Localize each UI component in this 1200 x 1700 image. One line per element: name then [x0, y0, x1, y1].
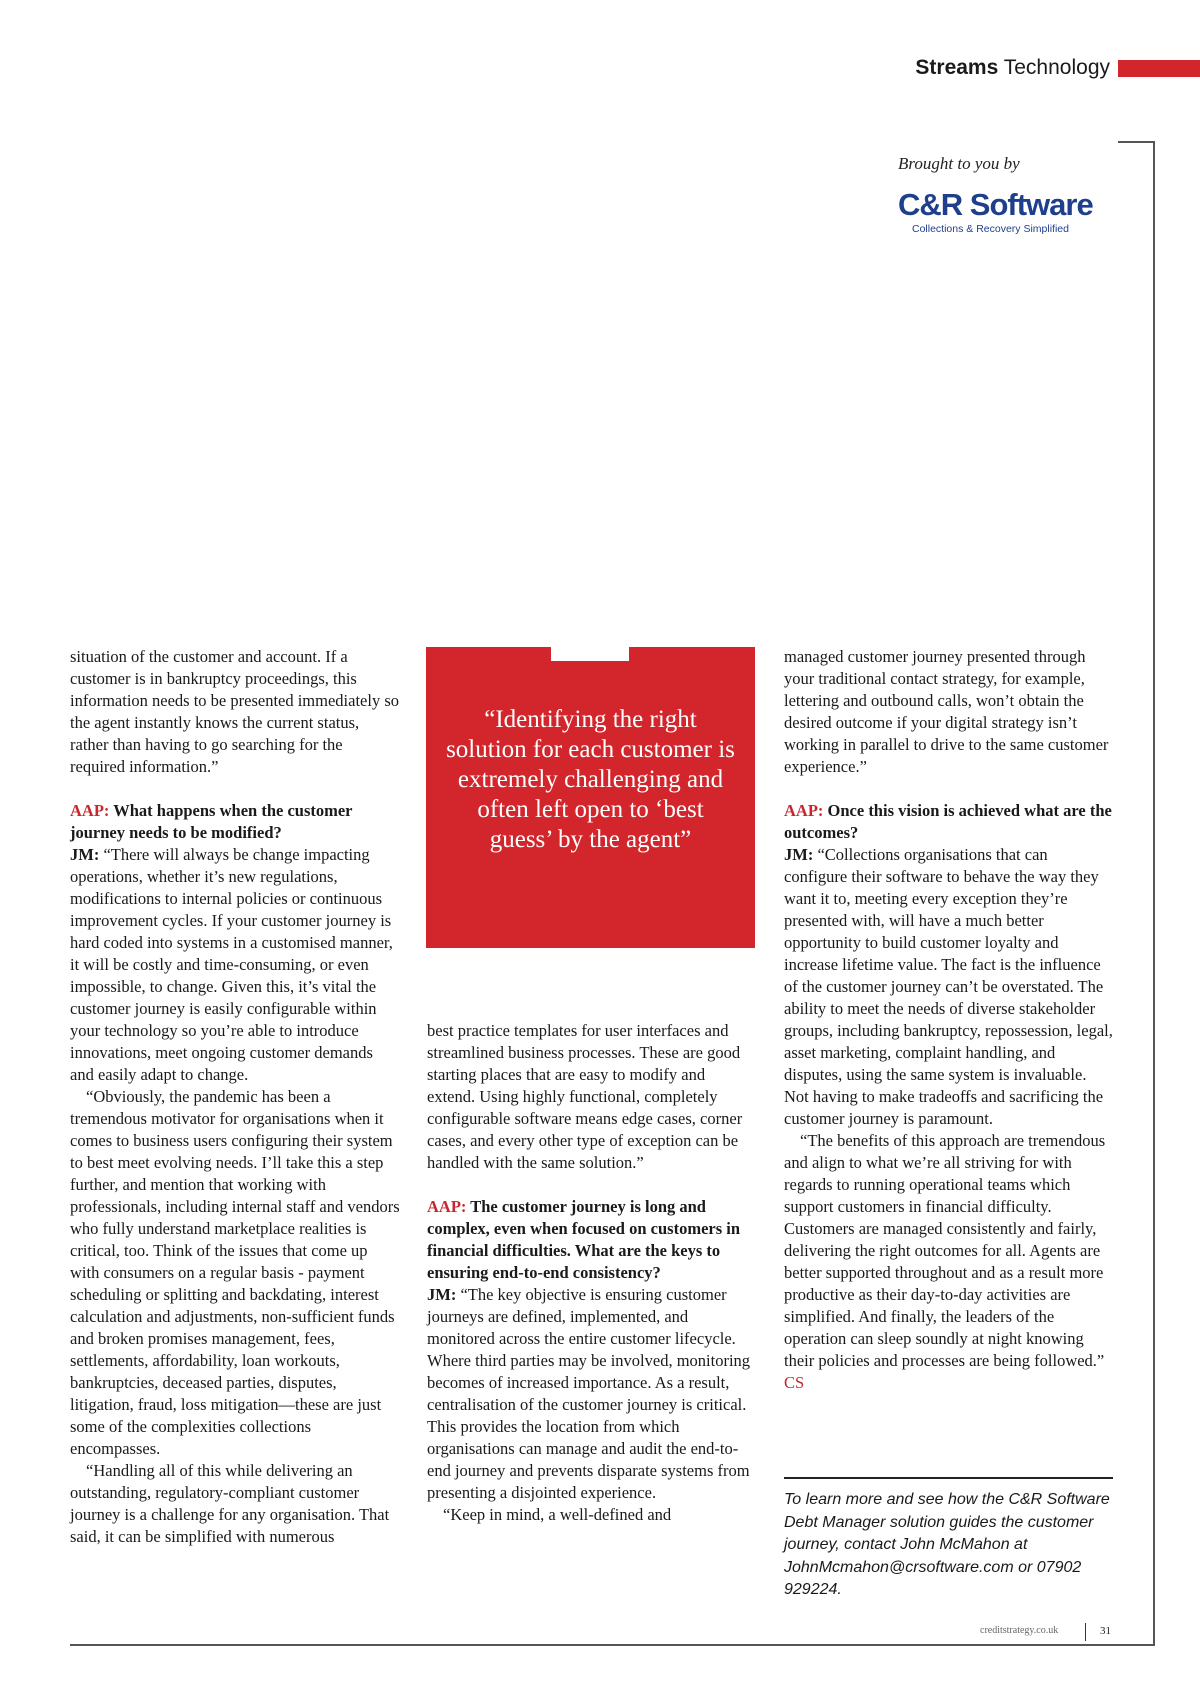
- answer: [70, 844, 400, 1086]
- paragraph: “Keep in mind, a well-defined and: [443, 1505, 672, 1524]
- paragraph: situation of the customer and account. If a customer is in bankruptcy proceedings, this information needs to be presented immediately so the agent instantly knows the current status, rather than having to go searching for the required information.”: [70, 647, 399, 776]
- footer-note: To learn more and see how the C&R Software Debt Manager solution guides the customer journey, contact John McMahon at JohnMcmahon@crsoftware.com or 07902 929224.: [784, 1491, 1110, 1598]
- section-title-rest: Technology: [998, 56, 1110, 79]
- pull-quote-box: [426, 647, 755, 948]
- answer-tag: JM:: [784, 845, 814, 864]
- section-header: [915, 54, 1200, 82]
- section-title-bold: Streams: [915, 56, 999, 79]
- paragraph: best practice templates for user interfaces and streamlined business processes. These are good starting places that are easy to modify and extend. Using highly functional, completely configurable software means edge cases, corner cases, and every other type of exception can be handled with the same solution.”: [427, 1021, 743, 1172]
- answer-tag: JM:: [427, 1285, 457, 1304]
- paragraph: [784, 1130, 1114, 1394]
- paragraph: managed customer journey presented through your traditional contact strategy, for example, lettering and outbound calls, won’t obtain the desired outcome if your digital strategy isn’t working in parallel to drive to the same customer experience.”: [784, 647, 1109, 776]
- paragraph: “Obviously, the pandemic has been a tremendous motivator for organisations when it comes to business users configuring their system to best meet evolving needs. I’ll take this a step further, and mention that working with professionals, including internal staff and vendors who fully understand marketplace realities is critical, too. Think of the issues that come up with consumers on a regular basis - payment scheduling or splitting and backdating, interest calculation and adjustments, non-sufficient funds and broken promises management, fees, settlements, affordability, loan workouts, bankruptcies, deceased parties, disputes, litigation, fraud, loss mitigation—these are just some of the complexities collections encompasses.: [70, 1087, 400, 1458]
- end-mark: CS: [784, 1373, 805, 1392]
- question-tag: AAP:: [784, 801, 824, 820]
- answer-tag: JM:: [70, 845, 100, 864]
- article-column-3: [784, 646, 1114, 1394]
- answer-text: “There will always be change impacting operations, whether it’s new regulations, modifications to internal policies or continuous improvement cycles. If your customer journey is hard coded into systems in a customised manner, it will be costly and time-consuming, or even impossible, to change. Given this, it’s vital the customer journey is easily configurable within your technology so you’re able to introduce innovations, meet ongoing customer demands and easily adapt to change.: [70, 845, 393, 1084]
- answer: [784, 844, 1114, 1130]
- article-column-1: [70, 646, 400, 1548]
- pull-quote-notch: [551, 647, 629, 661]
- answer-text: “The key objective is ensuring customer journeys are defined, implemented, and monitored across the entire customer lifecycle. Where third parties may be involved, monitoring becomes of increased importance. As a result, centralisation of the customer journey is critical. This provides the location from which organisations can manage and audit the end-to-end journey and prevents disparate systems from presenting a disjointed experience.: [427, 1285, 751, 1502]
- question: [427, 1196, 757, 1284]
- paragraph-text: “The benefits of this approach are tremendous and align to what we’re all striving for with regards to running operational teams which support customers in financial difficulty. Customers are managed consistently and fairly, delivering the right outcomes for all. Agents are better supported throughout and as a result more productive as their day-to-day activities are simplified. And finally, the leaders of the operation can sleep soundly at night knowing their policies and processes are being followed.”: [784, 1131, 1106, 1370]
- folio-site: creditstrategy.co.uk: [980, 1625, 1059, 1636]
- sponsor-label: Brought to you by: [898, 154, 1020, 173]
- pull-quote-text: “Identifying the right solution for each customer is extremely challenging and often left open to ‘best guess’ by the agent”: [446, 706, 735, 853]
- footer-note-rule: [784, 1477, 1113, 1479]
- logo-tagline: Collections & Recovery Simplified: [912, 223, 1069, 235]
- question-text: The customer journey is long and complex, even when focused on customers in financial difficulties. What are the keys to ensuring end-to-end consistency?: [427, 1197, 741, 1282]
- paragraph: “Handling all of this while delivering an outstanding, regulatory-compliant customer journey is a challenge for any organisation. That said, it can be simplified with numerous: [70, 1461, 390, 1546]
- section-title: [915, 56, 1110, 80]
- question-tag: AAP:: [427, 1197, 467, 1216]
- sponsor-logo: [898, 188, 1098, 236]
- question: [784, 800, 1114, 844]
- article-column-2: [427, 1020, 757, 1526]
- question-tag: AAP:: [70, 801, 110, 820]
- question-text: What happens when the customer journey needs to be modified?: [70, 801, 353, 842]
- section-accent-bar: [1118, 60, 1200, 77]
- frame-bottom-rule: [70, 1644, 1155, 1646]
- logo-name: C&R Software: [898, 187, 1093, 222]
- frame-top-rule: [1118, 141, 1154, 143]
- frame-right-rule: [1153, 141, 1155, 1645]
- answer: [427, 1284, 757, 1504]
- question: [70, 800, 400, 844]
- page-number: 31: [1100, 1625, 1111, 1637]
- folio-separator: [1085, 1623, 1086, 1641]
- question-text: Once this vision is achieved what are the outcomes?: [784, 801, 1112, 842]
- answer-text: “Collections organisations that can configure their software to behave the way they want it to, meeting every exception they’re presented with, will have a much better opportunity to build customer loyalty and increase lifetime value. The fact is the influence of the customer journey can’t be overstated. The ability to meet the needs of diverse stakeholder groups, including bankruptcy, repossession, legal, asset marketing, complaint handling, and disputes, using the same system is invaluable. Not having to make tradeoffs and sacrificing the customer journey is paramount.: [784, 845, 1113, 1128]
